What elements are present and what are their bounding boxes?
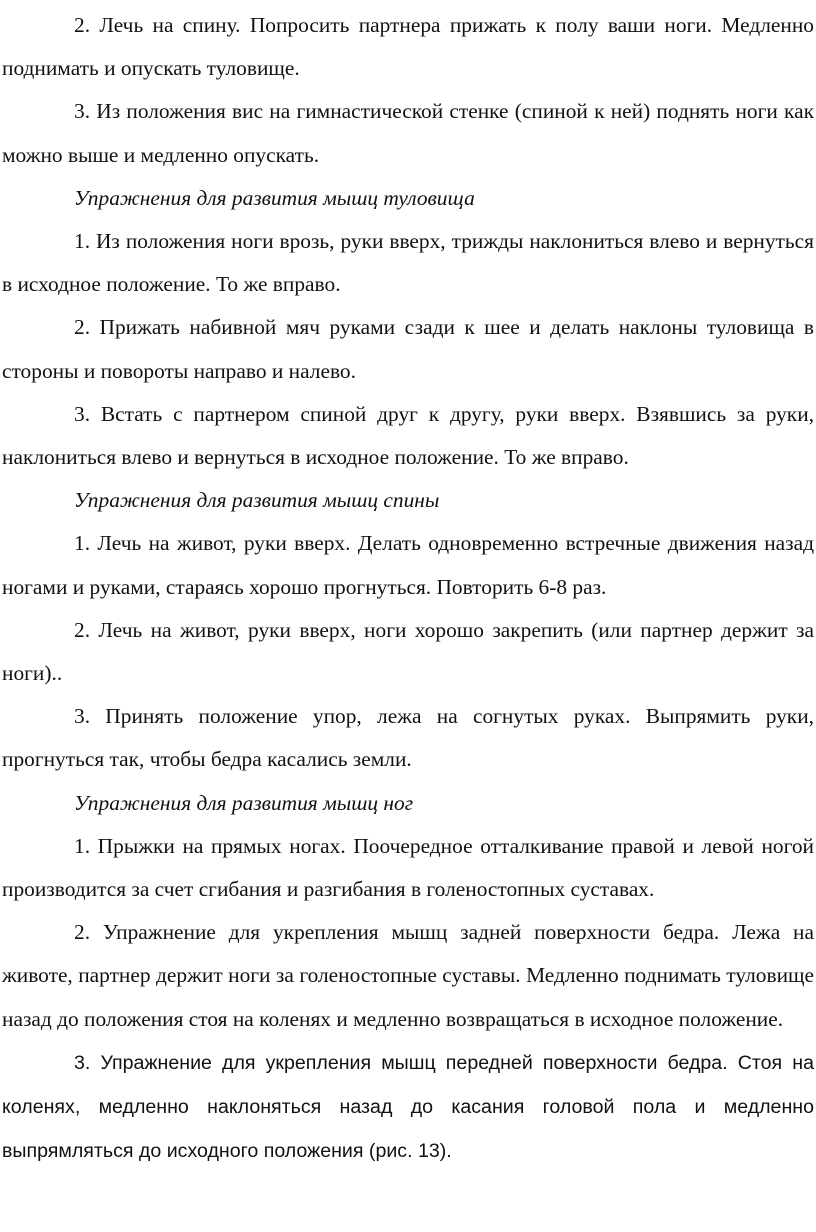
section-heading-torso: Упражнения для развития мышц туловища <box>74 185 475 210</box>
paragraph-6: 1. Лечь на живот, руки вверх. Делать одновременно встречные движения назад ногами и руками, стараясь хорошо прогнуться. Повторить 6-8 раз. <box>2 531 814 599</box>
paragraph-1: 2. Лечь на спину. Попросить партнера прижать к полу ваши ноги. Медленно поднимать и опускать туловище. <box>2 13 814 81</box>
paragraph-7: 2. Лечь на живот, руки вверх, ноги хорошо закрепить (или партнер держит за ноги).. <box>2 617 814 686</box>
paragraph-10: 2. Упражнение для укрепления мышц задней поверхности бедра. Лежа на животе, партнер держит ноги за голеностопные суставы. Медленно поднимать туловище назад до положения стоя на коленях и медленно возвращаться в исходное положение. <box>2 920 814 1031</box>
section-heading-back: Упражнения для развития мышц спины <box>74 488 440 513</box>
paragraph-2: 3. Из положения вис на гимнастической стенке (спиной к ней) поднять ноги как можно выше и медленно опускать. <box>2 99 814 167</box>
paragraph-4: 2. Прижать набивной мяч руками сзади к шее и делать наклоны туловища в стороны и повороты направо и налево. <box>2 315 814 383</box>
paragraph-5: 3. Встать с партнером спиной друг к другу, руки вверх. Взявшись за руки, наклониться влево и вернуться в исходное положение. То же вправо. <box>2 401 814 470</box>
paragraph-3: 1. Из положения ноги врозь, руки вверх, трижды наклониться влево и вернуться в исходное положение. То же вправо. <box>2 229 814 297</box>
paragraph-9: 1. Прыжки на прямых ногах. Поочередное отталкивание правой и левой ногой производится за счет сгибания и разгибания в голеностопных суставах. <box>2 833 814 902</box>
paragraph-11: 3. Упражнение для укрепления мышц передней поверхности бедра. Стоя на коленях, медленно наклоняться назад до касания головой пола и медленно выпрямляться до исходного положения (рис. 13). <box>2 1051 814 1162</box>
section-heading-legs: Упражнения для развития мышц ног <box>74 790 414 815</box>
paragraph-8: 3. Принять положение упор, лежа на согнутых руках. Выпрямить руки, прогнуться так, чтобы бедра касались земли. <box>2 704 814 772</box>
